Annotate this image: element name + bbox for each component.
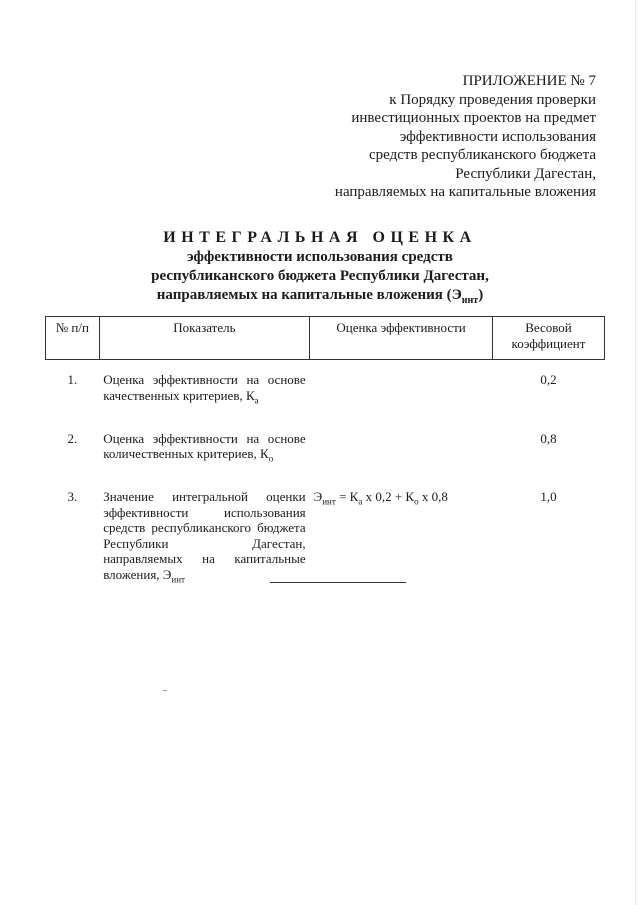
table-row bbox=[46, 360, 605, 419]
indicator-subscript: а bbox=[254, 395, 259, 406]
row-weight: 0,8 bbox=[540, 430, 557, 446]
title-line-close: ) bbox=[478, 287, 484, 303]
indicator-text: Значение интегральной оценки эффективности использования средств республиканского бюджета Республики Дагестан, направляемых на капитальные вложения, Э bbox=[103, 489, 306, 582]
row-indicator bbox=[99, 360, 309, 419]
row-weight: 0,2 bbox=[540, 372, 557, 387]
annex-line: направляемых на капитальные вложения bbox=[334, 184, 596, 200]
row-indicator bbox=[99, 419, 309, 478]
row-assessment-formula bbox=[310, 477, 493, 598]
table-row bbox=[46, 419, 605, 478]
indicator-subscript: инт bbox=[171, 574, 185, 585]
row-indicator bbox=[99, 477, 309, 598]
title-subscript: инт bbox=[461, 295, 479, 306]
formula-part: = К bbox=[335, 489, 359, 505]
formula-part: х 0,8 bbox=[418, 489, 448, 505]
annex-line: к Порядку проведения проверки bbox=[389, 91, 596, 108]
row-weight: 1,0 bbox=[540, 489, 557, 505]
title-line: республиканского бюджета Республики Дагестан, bbox=[151, 268, 489, 284]
row-assessment bbox=[310, 419, 493, 478]
formula-part: х 0,2 + К bbox=[362, 489, 415, 505]
header-assessment: Оценка эффективности bbox=[310, 317, 493, 360]
title-main: ИНТЕГРАЛЬНАЯ ОЦЕНКА bbox=[163, 229, 477, 246]
assessment-table bbox=[45, 316, 605, 598]
annex-line: эффективности использования bbox=[399, 128, 596, 145]
table-row bbox=[46, 477, 605, 598]
annex-line: Республики Дагестан, bbox=[455, 165, 596, 182]
row-num: 3. bbox=[67, 489, 78, 505]
formula-subscript: инт bbox=[322, 496, 336, 507]
formula-part: Э bbox=[313, 489, 323, 505]
title-line: эффективности использования средств bbox=[187, 249, 453, 265]
table-header-row bbox=[46, 317, 605, 360]
indicator-text: Оценка эффективности на основе количественных критериев, К bbox=[103, 430, 306, 462]
annex-line: средств республиканского бюджета bbox=[369, 147, 596, 163]
row-num: 2. bbox=[67, 430, 78, 446]
title-line-text: направляемых на капитальные вложения (Э bbox=[156, 287, 462, 303]
document-title bbox=[0, 228, 640, 310]
formula-subscript: о bbox=[414, 496, 419, 507]
indicator-text: Оценка эффективности на основе качественных критериев, К bbox=[103, 372, 306, 403]
header-weight: Весовой коэффициент bbox=[492, 317, 604, 360]
scan-speck bbox=[163, 690, 167, 691]
annex-line: инвестиционных проектов на предмет bbox=[351, 110, 596, 126]
row-assessment bbox=[310, 360, 493, 419]
title-line bbox=[0, 286, 640, 310]
scan-edge bbox=[635, 0, 636, 905]
annex-line: ПРИЛОЖЕНИЕ № 7 bbox=[462, 73, 596, 89]
header-num: № п/п bbox=[46, 317, 100, 360]
annex-header bbox=[335, 72, 596, 202]
row-num: 1. bbox=[67, 372, 78, 387]
indicator-subscript: о bbox=[268, 453, 274, 464]
closing-rule bbox=[270, 582, 406, 583]
formula-subscript: а bbox=[358, 496, 363, 507]
header-indicator: Показатель bbox=[99, 317, 309, 360]
